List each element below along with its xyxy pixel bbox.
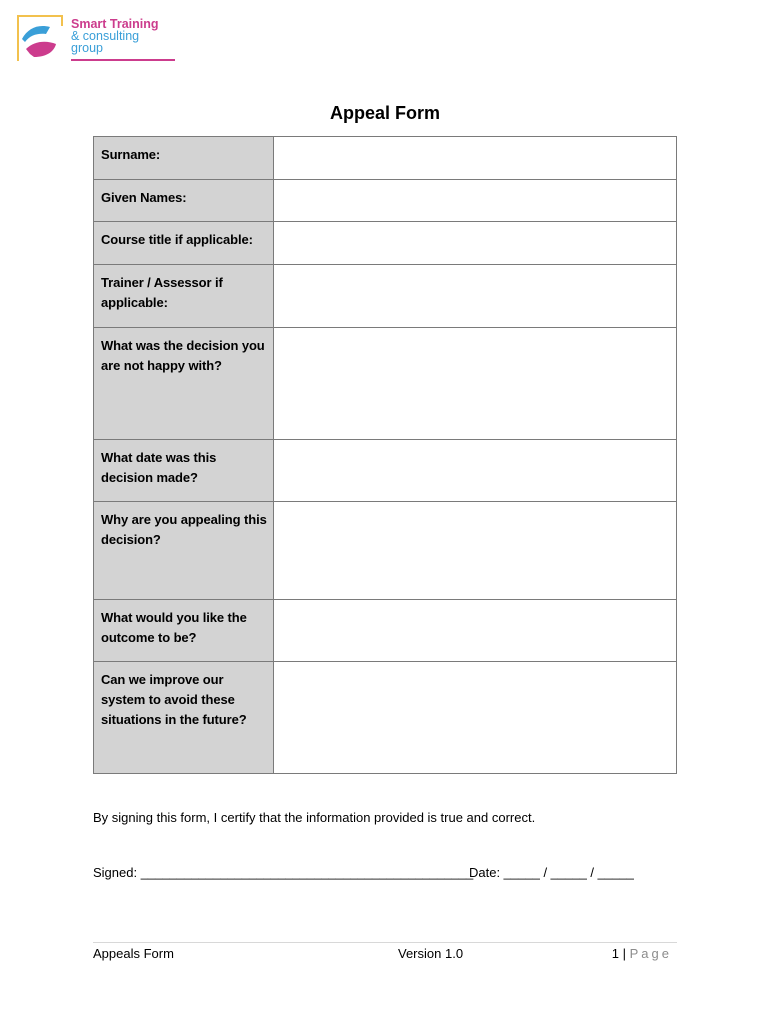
label-surname: Surname:: [94, 137, 274, 180]
label-appeal-reason: Why are you appealing this decision?: [94, 502, 274, 600]
label-outcome: What would you like the outcome to be?: [94, 600, 274, 662]
appeal-form-table: [93, 136, 677, 774]
label-course-title: Course title if applicable:: [94, 222, 274, 265]
footer-page-word: Page: [629, 946, 672, 961]
page-title: Appeal Form: [329, 103, 440, 123]
footer-document-name: Appeals Form: [93, 946, 174, 961]
logo-mark-icon: [16, 14, 64, 62]
form-row-improve-system: [94, 662, 677, 774]
improve-system-field[interactable]: [274, 662, 677, 774]
logo-wordmark: [71, 18, 159, 54]
trainer-field[interactable]: [274, 265, 677, 328]
footer-page-indicator: [612, 946, 672, 961]
certification-statement: By signing this form, I certify that the information provided is true and correct.: [93, 810, 536, 825]
outcome-field[interactable]: [274, 600, 677, 662]
label-trainer: Trainer / Assessor if applicable:: [94, 265, 274, 328]
form-row-decision: [94, 328, 677, 440]
logo-underline: [71, 59, 175, 61]
decision-date-field[interactable]: [274, 440, 677, 502]
signature-line[interactable]: Signed: ______________________________________________: [93, 865, 474, 880]
footer-page-number: 1 |: [611, 946, 630, 961]
course-title-field[interactable]: [274, 222, 677, 265]
decision-field[interactable]: [274, 328, 677, 440]
form-row-appeal-reason: [94, 502, 677, 600]
surname-field[interactable]: [274, 137, 677, 180]
label-decision-date: What date was this decision made?: [94, 440, 274, 502]
appeal-reason-field[interactable]: [274, 502, 677, 600]
given-names-field[interactable]: [274, 180, 677, 222]
footer-version: Version 1.0: [398, 946, 464, 961]
footer-divider: [93, 942, 677, 943]
form-row-surname: [94, 137, 677, 180]
form-row-outcome: [94, 600, 677, 662]
company-logo: [16, 14, 166, 64]
logo-line-1: Smart Training: [71, 17, 159, 31]
logo-line-2: & consulting: [71, 29, 140, 43]
form-row-decision-date: [94, 440, 677, 502]
form-row-trainer: [94, 265, 677, 328]
label-improve-system: Can we improve our system to avoid these situations in the future?: [94, 662, 274, 774]
form-row-given-names: [94, 180, 677, 222]
label-decision: What was the decision you are not happy with?: [94, 328, 274, 440]
logo-line-3: group: [71, 41, 103, 55]
date-line[interactable]: Date: _____ / _____ / _____: [469, 865, 634, 880]
form-row-course-title: [94, 222, 677, 265]
label-given-names: Given Names:: [94, 180, 274, 222]
